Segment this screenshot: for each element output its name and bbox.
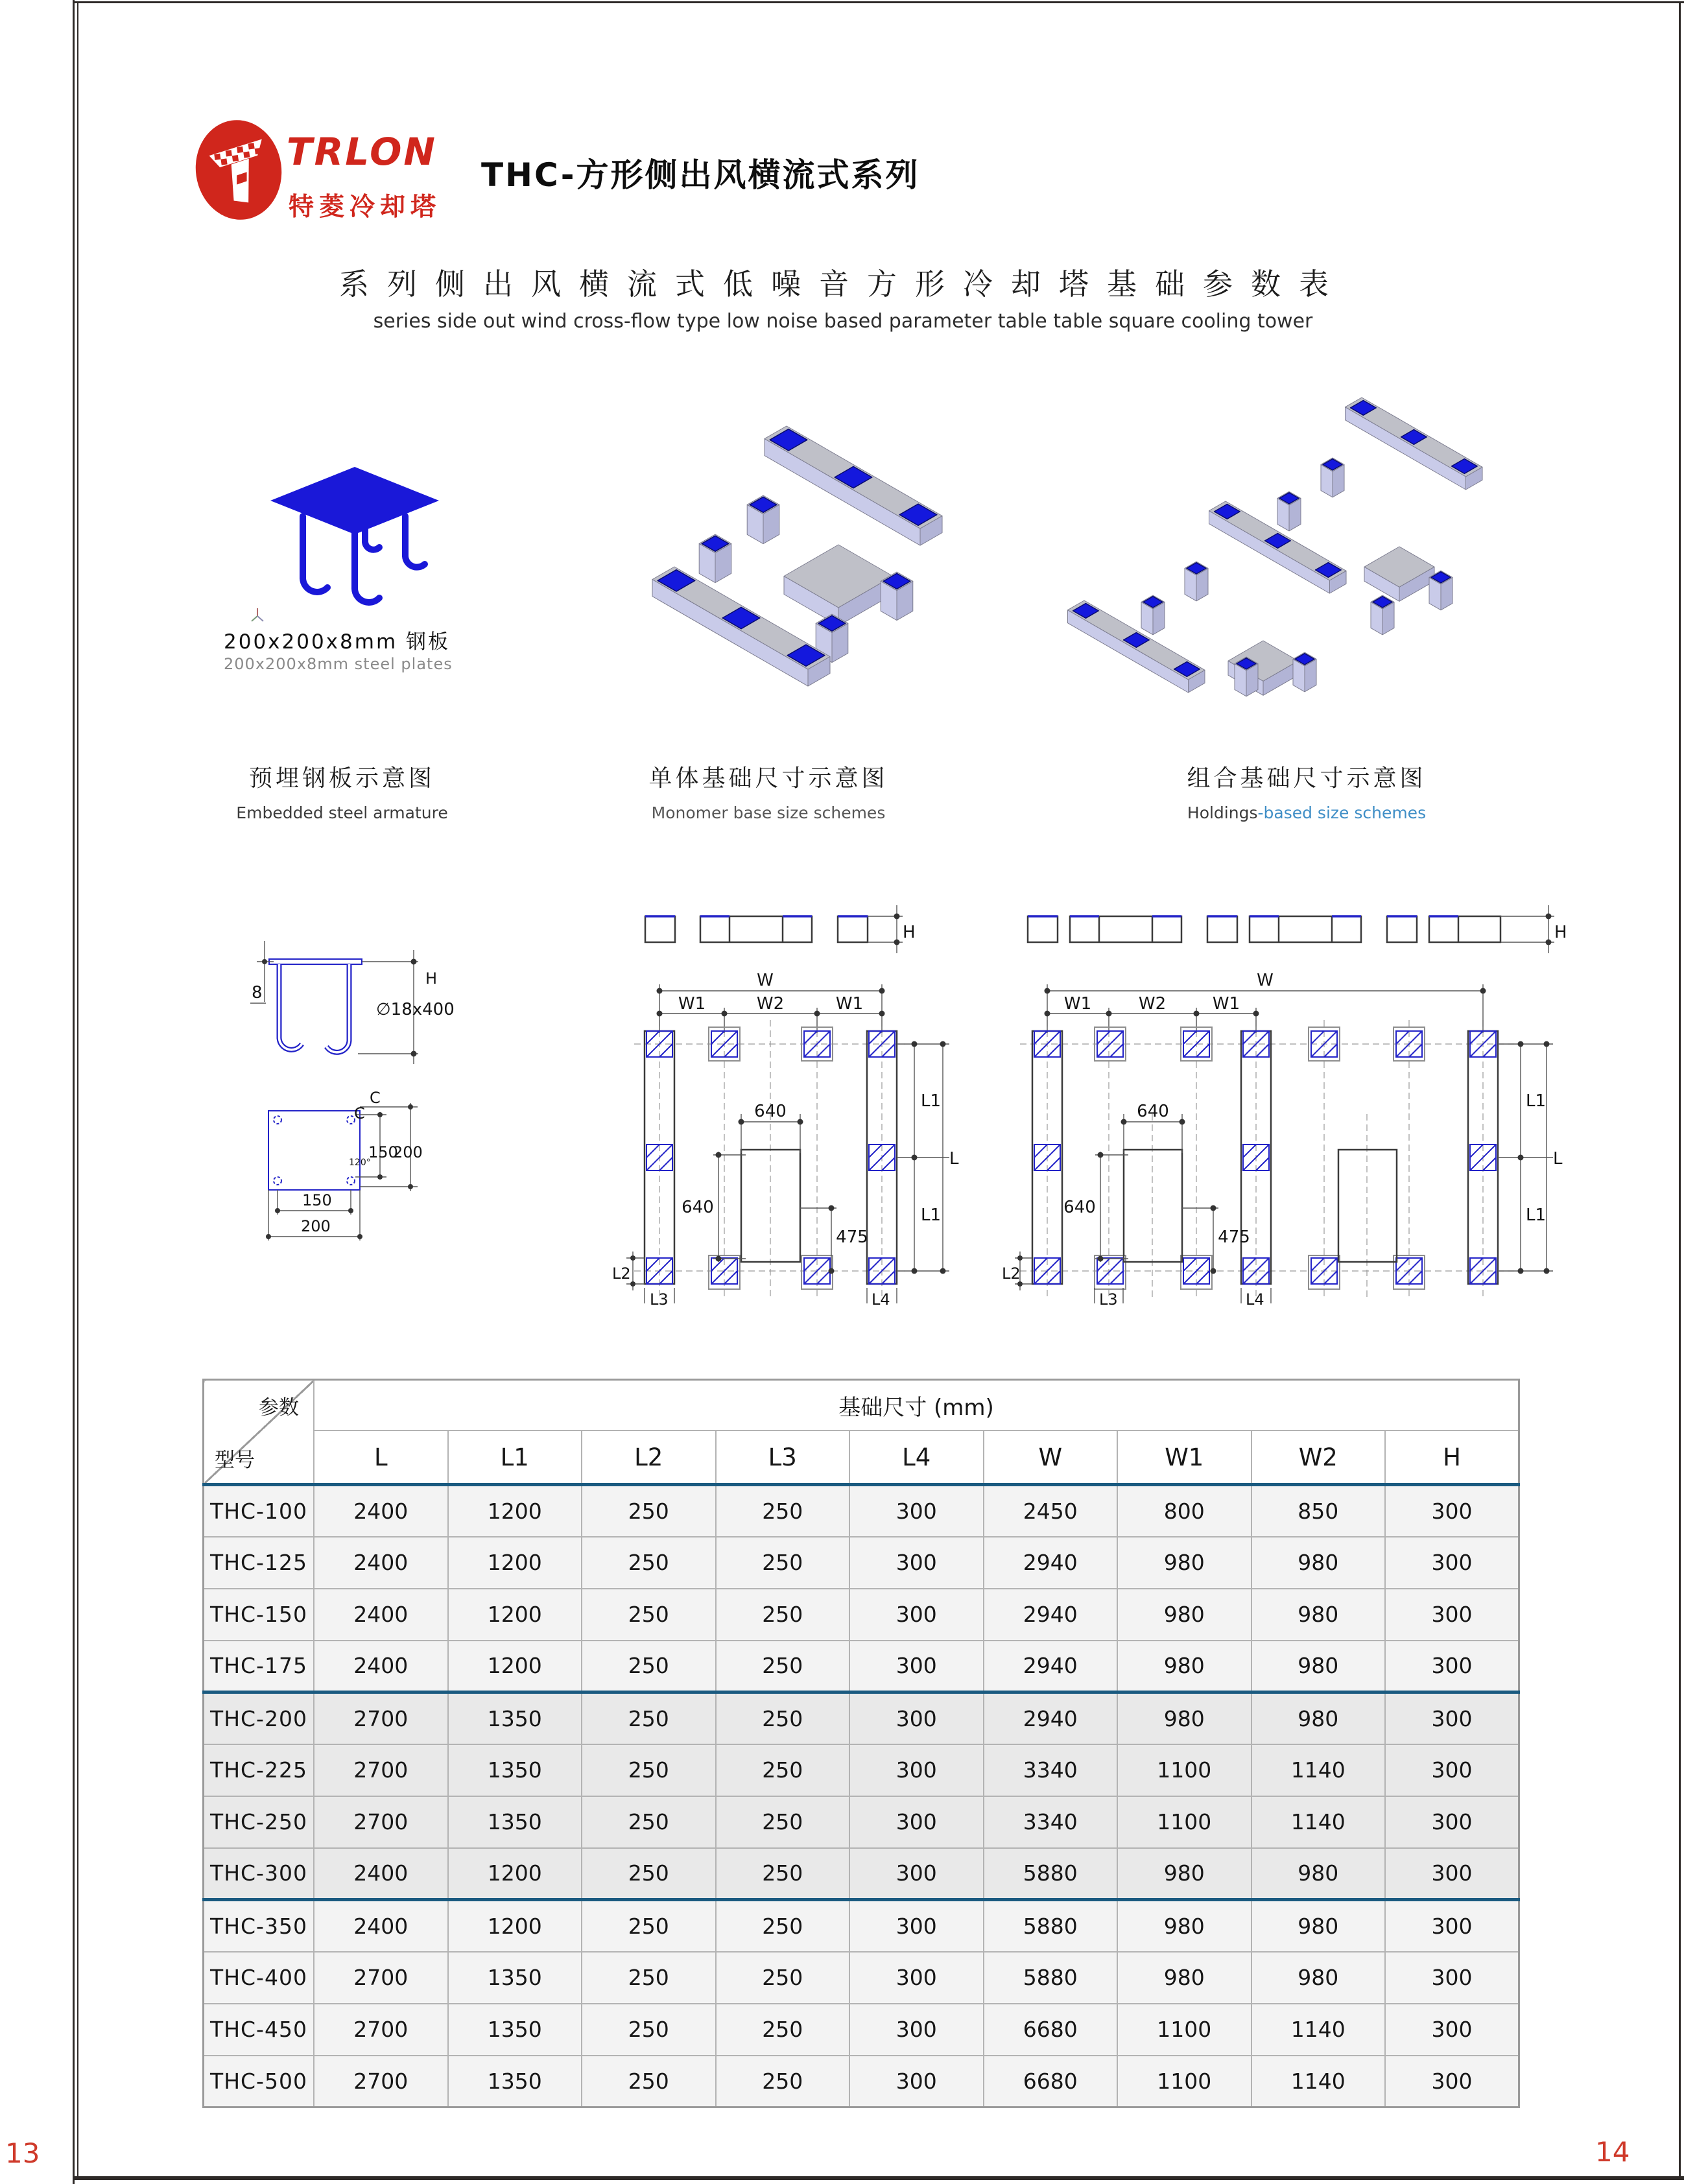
value-cell: 2400 bbox=[314, 1900, 448, 1952]
plate-plan bbox=[268, 1111, 360, 1190]
value-cell: 250 bbox=[582, 1848, 716, 1900]
table-row bbox=[204, 1796, 1519, 1848]
value-cell: 300 bbox=[849, 1796, 984, 1848]
value-cell: 2700 bbox=[314, 1692, 448, 1744]
frame-left-line-2 bbox=[77, 1, 78, 2180]
pad-right bbox=[1338, 1150, 1397, 1262]
value-cell: 2700 bbox=[314, 1796, 448, 1848]
pad-left bbox=[1124, 1150, 1182, 1262]
value-cell: 300 bbox=[1385, 1744, 1519, 1796]
dim-w1-right: W1 bbox=[1212, 994, 1240, 1014]
value-cell: 300 bbox=[1385, 1952, 1519, 2004]
combined-iso-view bbox=[1012, 362, 1530, 702]
value-cell: 1350 bbox=[448, 1952, 582, 2004]
value-cell: 980 bbox=[1251, 1952, 1386, 2004]
value-cell: 250 bbox=[582, 1952, 716, 2004]
dim-anchor-spec: ∅18x400 bbox=[376, 1000, 455, 1019]
value-cell: 250 bbox=[582, 1692, 716, 1744]
value-cell: 980 bbox=[1117, 1692, 1251, 1744]
value-cell: 250 bbox=[582, 2004, 716, 2056]
value-cell: 300 bbox=[849, 1744, 984, 1796]
value-cell: 300 bbox=[1385, 1796, 1519, 1848]
brand-logo bbox=[188, 117, 467, 228]
dim-w: W bbox=[1257, 971, 1274, 990]
dim-l1-top: L1 bbox=[921, 1091, 942, 1111]
column-header: L1 bbox=[448, 1430, 582, 1485]
dim-l1-top: L1 bbox=[1526, 1091, 1547, 1111]
table-row bbox=[204, 1900, 1519, 1952]
frame-top-line bbox=[73, 1, 1684, 3]
value-cell: 1140 bbox=[1251, 1744, 1386, 1796]
model-cell: THC-400 bbox=[204, 1952, 314, 2004]
dim-l3: L3 bbox=[650, 1290, 669, 1309]
value-cell: 800 bbox=[1117, 1485, 1251, 1537]
table-row bbox=[204, 1485, 1519, 1537]
value-cell: 250 bbox=[582, 1537, 716, 1589]
value-cell: 1100 bbox=[1117, 2056, 1251, 2107]
column-header: W2 bbox=[1251, 1430, 1386, 1485]
value-cell: 300 bbox=[849, 1485, 984, 1537]
value-cell: 980 bbox=[1251, 1641, 1386, 1692]
value-cell: 2400 bbox=[314, 1537, 448, 1589]
caption-combined-cn: 组合基础尺寸示意图 bbox=[1187, 765, 1427, 792]
dim-l: L bbox=[1553, 1149, 1563, 1169]
frame-left-line bbox=[73, 0, 75, 2184]
steel-plate-label-en: 200x200x8mm steel plates bbox=[224, 655, 453, 673]
value-cell: 2940 bbox=[984, 1692, 1118, 1744]
dim-w1-left: W1 bbox=[1063, 994, 1092, 1014]
model-cell: THC-150 bbox=[204, 1589, 314, 1641]
value-cell: 250 bbox=[716, 1641, 850, 1692]
foundation-parameter-table bbox=[202, 1379, 1520, 2108]
dim-l1-bottom: L1 bbox=[1526, 1205, 1547, 1225]
model-cell: THC-200 bbox=[204, 1692, 314, 1744]
value-cell: 300 bbox=[1385, 1848, 1519, 1900]
value-cell: 300 bbox=[1385, 1589, 1519, 1641]
dim-640-left: 640 bbox=[1063, 1198, 1096, 1217]
value-cell: 250 bbox=[582, 1589, 716, 1641]
table-row bbox=[204, 1744, 1519, 1796]
value-cell: 980 bbox=[1117, 1537, 1251, 1589]
table-row bbox=[204, 1692, 1519, 1744]
value-cell: 980 bbox=[1251, 1900, 1386, 1952]
column-header: L3 bbox=[716, 1430, 850, 1485]
value-cell: 300 bbox=[1385, 2056, 1519, 2107]
frame-bottom-line bbox=[73, 2176, 1684, 2180]
table-row bbox=[204, 2004, 1519, 2056]
column-header: W bbox=[984, 1430, 1118, 1485]
value-cell: 300 bbox=[849, 1589, 984, 1641]
value-cell: 1350 bbox=[448, 2004, 582, 2056]
model-cell: THC-350 bbox=[204, 1900, 314, 1952]
value-cell: 850 bbox=[1251, 1485, 1386, 1537]
value-cell: 2940 bbox=[984, 1641, 1118, 1692]
model-cell: THC-500 bbox=[204, 2056, 314, 2107]
caption-combined-en bbox=[1151, 803, 1462, 822]
value-cell: 1350 bbox=[448, 2056, 582, 2107]
logo-mark bbox=[189, 117, 288, 225]
monomer-iso-view bbox=[613, 377, 979, 702]
value-cell: 1350 bbox=[448, 1692, 582, 1744]
table-row bbox=[204, 1537, 1519, 1589]
value-cell: 1100 bbox=[1117, 1796, 1251, 1848]
dim-475: 475 bbox=[1218, 1228, 1250, 1247]
frame-right-line bbox=[1679, 1, 1681, 2180]
subtitle-en: series side out wind cross-flow type low noise based parameter table table square cooling tower bbox=[373, 310, 1313, 333]
column-header: L bbox=[314, 1430, 448, 1485]
value-cell: 250 bbox=[716, 1796, 850, 1848]
model-cell: THC-125 bbox=[204, 1537, 314, 1589]
value-cell: 1200 bbox=[448, 1900, 582, 1952]
plate-plan-dims bbox=[268, 1103, 418, 1240]
subtitle-cn: 系列侧出风横流式低噪音方形冷却塔基础参数表 bbox=[339, 267, 1347, 302]
column-header: L4 bbox=[849, 1430, 984, 1485]
value-cell: 980 bbox=[1251, 1589, 1386, 1641]
value-cell: 300 bbox=[849, 2056, 984, 2107]
column-header-row bbox=[204, 1430, 1519, 1485]
table-row bbox=[204, 1641, 1519, 1692]
value-cell: 2700 bbox=[314, 2004, 448, 2056]
caption-embedded bbox=[217, 760, 467, 822]
brand-name-cn: 特菱冷却塔 bbox=[289, 193, 442, 222]
value-cell: 250 bbox=[716, 1537, 850, 1589]
model-cell: THC-450 bbox=[204, 2004, 314, 2056]
caption-combined-en-black: Holdings bbox=[1187, 803, 1258, 822]
value-cell: 1200 bbox=[448, 1589, 582, 1641]
model-cell: THC-175 bbox=[204, 1641, 314, 1692]
page-number-left: 13 bbox=[5, 2137, 40, 2169]
corner-cell bbox=[204, 1380, 314, 1485]
plate-section bbox=[269, 959, 362, 1052]
page-title: THC-方形侧出风横流式系列 bbox=[481, 156, 920, 194]
value-cell: 980 bbox=[1251, 1537, 1386, 1589]
model-cell: THC-300 bbox=[204, 1848, 314, 1900]
dim-w1-left: W1 bbox=[678, 994, 706, 1014]
caption-monomer-en: Monomer base size schemes bbox=[651, 803, 886, 822]
value-cell: 300 bbox=[849, 1537, 984, 1589]
value-cell: 250 bbox=[716, 1848, 850, 1900]
value-cell: 250 bbox=[582, 1641, 716, 1692]
value-cell: 5880 bbox=[984, 1900, 1118, 1952]
caption-combined-en-blue: -based size schemes bbox=[1257, 803, 1427, 822]
value-cell: 980 bbox=[1117, 1641, 1251, 1692]
dim-h-label: H bbox=[425, 969, 438, 988]
value-cell: 300 bbox=[849, 1900, 984, 1952]
column-header: L2 bbox=[582, 1430, 716, 1485]
caption-embedded-en: Embedded steel armature bbox=[236, 803, 448, 822]
page-number-right: 14 bbox=[1595, 2136, 1630, 2168]
table-head bbox=[204, 1380, 1519, 1485]
caption-embedded-cn: 预埋钢板示意图 bbox=[248, 765, 435, 792]
dim-w2: W2 bbox=[1138, 994, 1167, 1014]
value-cell: 1200 bbox=[448, 1485, 582, 1537]
value-cell: 250 bbox=[716, 1692, 850, 1744]
steel-plate-label-cn: 200x200x8mm 钢板 bbox=[224, 630, 451, 654]
value-cell: 1140 bbox=[1251, 1796, 1386, 1848]
table-body bbox=[204, 1485, 1519, 2107]
dim-l3: L3 bbox=[1099, 1290, 1118, 1309]
value-cell: 5880 bbox=[984, 1952, 1118, 2004]
dim-640-left: 640 bbox=[682, 1198, 714, 1217]
value-cell: 1200 bbox=[448, 1537, 582, 1589]
value-cell: 1350 bbox=[448, 1796, 582, 1848]
dim-150-bottom: 150 bbox=[302, 1191, 332, 1209]
value-cell: 300 bbox=[1385, 1485, 1519, 1537]
corner-label-param: 参数 bbox=[259, 1396, 299, 1419]
dim-angle: 120° bbox=[349, 1157, 371, 1168]
value-cell: 300 bbox=[1385, 2004, 1519, 2056]
dim-640-top: 640 bbox=[1137, 1102, 1169, 1121]
dim-l2: L2 bbox=[612, 1264, 631, 1283]
value-cell: 2400 bbox=[314, 1485, 448, 1537]
plate-top-face bbox=[270, 467, 439, 534]
value-cell: 2400 bbox=[314, 1589, 448, 1641]
footings bbox=[1032, 1027, 1498, 1289]
column-header: H bbox=[1385, 1430, 1519, 1485]
value-cell: 980 bbox=[1251, 1692, 1386, 1744]
value-cell: 980 bbox=[1117, 1848, 1251, 1900]
dim-l4: L4 bbox=[872, 1290, 890, 1309]
model-cell: THC-100 bbox=[204, 1485, 314, 1537]
value-cell: 300 bbox=[849, 1952, 984, 2004]
dim-c-label: C bbox=[370, 1089, 381, 1107]
value-cell: 300 bbox=[849, 1692, 984, 1744]
value-cell: 3340 bbox=[984, 1796, 1118, 1848]
dim-w: W bbox=[757, 971, 774, 990]
value-cell: 300 bbox=[849, 2004, 984, 2056]
value-cell: 2400 bbox=[314, 1848, 448, 1900]
dim-l2: L2 bbox=[1002, 1264, 1021, 1283]
value-cell: 250 bbox=[716, 1485, 850, 1537]
value-cell: 250 bbox=[716, 1952, 850, 2004]
value-cell: 2700 bbox=[314, 1744, 448, 1796]
value-cell: 300 bbox=[849, 1848, 984, 1900]
value-cell: 250 bbox=[582, 1796, 716, 1848]
group-header: 基础尺寸 (mm) bbox=[314, 1380, 1519, 1431]
value-cell: 2700 bbox=[314, 2056, 448, 2107]
dim-l4: L4 bbox=[1246, 1290, 1264, 1309]
combined-elevation bbox=[1028, 916, 1500, 942]
value-cell: 250 bbox=[716, 1900, 850, 1952]
monomer-plan-drawing bbox=[610, 881, 973, 1309]
plate-hook-legs bbox=[303, 516, 425, 602]
value-cell: 980 bbox=[1251, 1848, 1386, 1900]
value-cell: 1100 bbox=[1117, 2004, 1251, 2056]
model-cell: THC-225 bbox=[204, 1744, 314, 1796]
value-cell: 2700 bbox=[314, 1952, 448, 2004]
steel-plate-icon bbox=[243, 462, 467, 632]
value-cell: 6680 bbox=[984, 2004, 1118, 2056]
table-row bbox=[204, 2056, 1519, 2107]
dim-c-label-2: C bbox=[354, 1104, 365, 1122]
value-cell: 1200 bbox=[448, 1641, 582, 1692]
dim-475: 475 bbox=[836, 1228, 868, 1247]
caption-monomer bbox=[623, 760, 914, 822]
value-cell: 250 bbox=[716, 1589, 850, 1641]
value-cell: 250 bbox=[582, 1744, 716, 1796]
value-cell: 300 bbox=[1385, 1641, 1519, 1692]
caption-combined bbox=[1151, 760, 1462, 822]
value-cell: 1140 bbox=[1251, 2004, 1386, 2056]
dim-640-top: 640 bbox=[754, 1102, 787, 1121]
corner-label-model: 型号 bbox=[215, 1449, 255, 1472]
monomer-elevation bbox=[645, 916, 868, 942]
value-cell: 300 bbox=[1385, 1900, 1519, 1952]
table-row bbox=[204, 1848, 1519, 1900]
value-cell: 250 bbox=[716, 2004, 850, 2056]
value-cell: 2450 bbox=[984, 1485, 1118, 1537]
value-cell: 2940 bbox=[984, 1589, 1118, 1641]
dim-l1-bottom: L1 bbox=[921, 1205, 942, 1225]
value-cell: 300 bbox=[849, 1641, 984, 1692]
value-cell: 980 bbox=[1117, 1900, 1251, 1952]
dim-200-side: 200 bbox=[393, 1143, 423, 1161]
dim-w1-right: W1 bbox=[835, 994, 864, 1014]
table-row bbox=[204, 1589, 1519, 1641]
dim-h-elevation: H bbox=[903, 923, 916, 942]
value-cell: 1350 bbox=[448, 1744, 582, 1796]
model-cell: THC-250 bbox=[204, 1796, 314, 1848]
value-cell: 250 bbox=[716, 1744, 850, 1796]
value-cell: 1140 bbox=[1251, 2056, 1386, 2107]
caption-monomer-cn: 单体基础尺寸示意图 bbox=[648, 765, 888, 792]
axis-glyph bbox=[252, 608, 263, 621]
value-cell: 300 bbox=[1385, 1692, 1519, 1744]
value-cell: 980 bbox=[1117, 1952, 1251, 2004]
dim-h-elevation: H bbox=[1554, 923, 1567, 942]
dim-w2: W2 bbox=[756, 994, 785, 1014]
column-header: W1 bbox=[1117, 1430, 1251, 1485]
value-cell: 1200 bbox=[448, 1848, 582, 1900]
value-cell: 1100 bbox=[1117, 1744, 1251, 1796]
value-cell: 250 bbox=[582, 1485, 716, 1537]
dim-150-side: 150 bbox=[368, 1143, 398, 1161]
dim-l: L bbox=[949, 1149, 959, 1169]
value-cell: 5880 bbox=[984, 1848, 1118, 1900]
value-cell: 6680 bbox=[984, 2056, 1118, 2107]
value-cell: 300 bbox=[1385, 1537, 1519, 1589]
brand-name: TRLON bbox=[287, 130, 437, 174]
value-cell: 2400 bbox=[314, 1641, 448, 1692]
combined-plan-drawing bbox=[1002, 881, 1569, 1309]
dim-plate-thickness: 8 bbox=[252, 983, 263, 1003]
value-cell: 2940 bbox=[984, 1537, 1118, 1589]
table-row bbox=[204, 1952, 1519, 2004]
value-cell: 250 bbox=[716, 2056, 850, 2107]
value-cell: 3340 bbox=[984, 1744, 1118, 1796]
embedded-plate-drawing bbox=[214, 898, 473, 1287]
value-cell: 250 bbox=[582, 1900, 716, 1952]
value-cell: 250 bbox=[582, 2056, 716, 2107]
value-cell: 980 bbox=[1117, 1589, 1251, 1641]
dim-200-bottom: 200 bbox=[301, 1217, 331, 1235]
